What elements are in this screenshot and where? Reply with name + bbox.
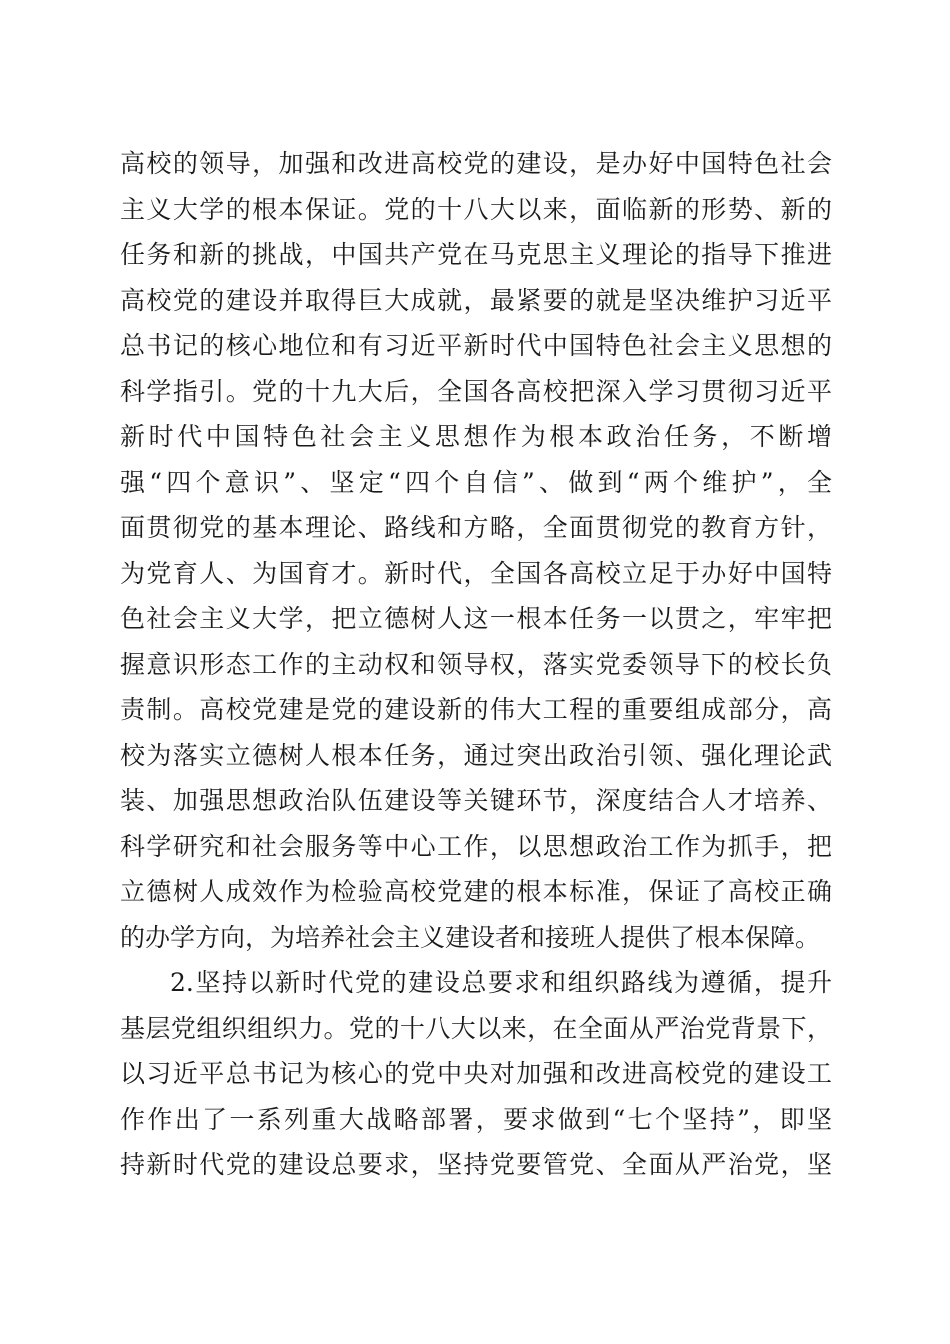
text-line: 新时代中国特色社会主义思想作为根本政治任务，不断增 <box>120 422 832 451</box>
text-line: 强“四个意识”、坚定“四个自信”、做到“两个维护”，全 <box>120 467 832 497</box>
text-line: 总书记的核心地位和有习近平新时代中国特色社会主义思想的 <box>120 331 832 360</box>
text-line: 高校党的建设并取得巨大成就，最紧要的就是坚决维护习近平 <box>120 285 832 315</box>
text-line: 持新时代党的建设总要求，坚持党要管党、全面从严治党，坚 <box>120 1150 832 1179</box>
body-text <box>120 141 832 1188</box>
text-line: 高校的领导，加强和改进高校党的建设，是办好中国特色社会 <box>120 149 832 178</box>
text-line: 科学研究和社会服务等中心工作，以思想政治工作为抓手，把 <box>120 831 832 861</box>
text-line: 作作出了一系列重大战略部署，要求做到“七个坚持”，即坚 <box>120 1104 832 1134</box>
text-line: 装、加强思想政治队伍建设等关键环节，深度结合人才培养、 <box>120 786 832 815</box>
text-line: 立德树人成效作为检验高校党建的根本标准，保证了高校正确 <box>120 877 832 906</box>
text-line: 以习近平总书记为核心的党中央对加强和改进高校党的建设工 <box>120 1059 832 1088</box>
text-line: 面贯彻党的基本理论、路线和方略，全面贯彻党的教育方针， <box>120 513 832 542</box>
text-line: 校为落实立德树人根本任务，通过突出政治引领、强化理论武 <box>120 740 832 770</box>
text-line: 责制。高校党建是党的建设新的伟大工程的重要组成部分，高 <box>120 695 832 724</box>
section-heading-line: 2.坚持以新时代党的建设总要求和组织路线为遵循，提升 <box>170 968 832 997</box>
text-line: 握意识形态工作的主动权和领导权，落实党委领导下的校长负 <box>120 649 832 679</box>
text-line: 基层党组织组织力。党的十八大以来，在全面从严治党背景下， <box>120 1013 832 1043</box>
text-line: 的办学方向，为培养社会主义建设者和接班人提供了根本保障。 <box>120 922 821 952</box>
text-line: 色社会主义大学，把立德树人这一根本任务一以贯之，牢牢把 <box>120 604 832 633</box>
text-line: 为党育人、为国育才。新时代，全国各高校立足于办好中国特 <box>120 558 832 588</box>
text-line: 任务和新的挑战，中国共产党在马克思主义理论的指导下推进 <box>120 240 832 269</box>
text-line: 主义大学的根本保证。党的十八大以来，面临新的形势、新的 <box>120 194 832 224</box>
text-line: 科学指引。党的十九大后，全国各高校把深入学习贯彻习近平 <box>120 376 832 406</box>
